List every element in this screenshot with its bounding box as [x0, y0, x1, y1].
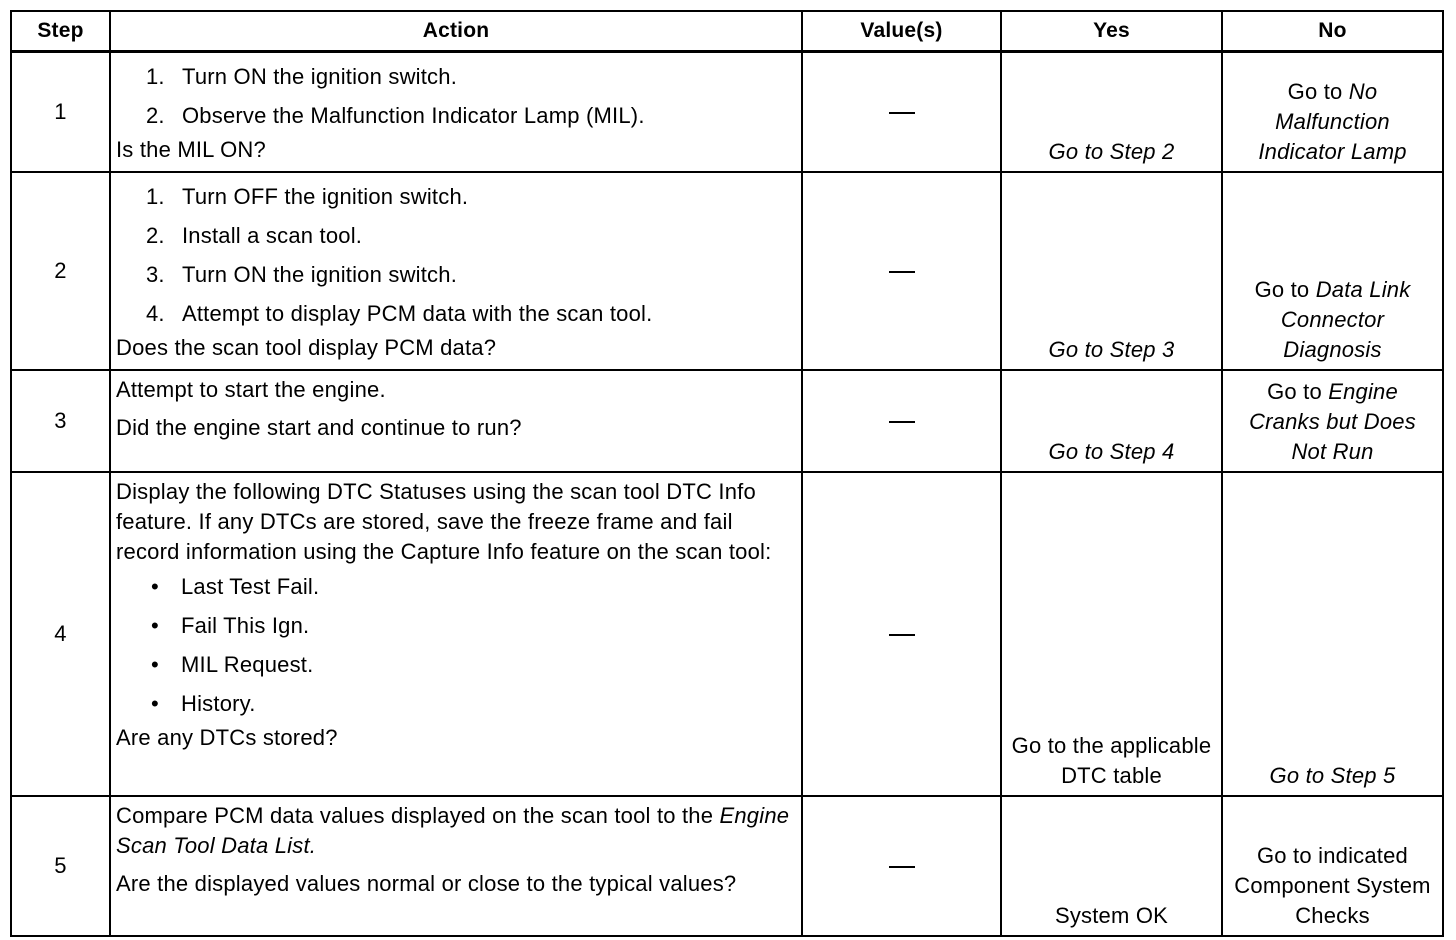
header-no: No — [1222, 11, 1443, 52]
bullet-item — [116, 684, 795, 723]
numbered-step — [116, 216, 795, 255]
no-link: Data Link Connector Diagnosis — [1280, 277, 1411, 362]
data-list-reference: Engine Scan Tool Data List. — [116, 803, 790, 858]
action-cell — [110, 172, 802, 370]
value-cell — [802, 370, 1001, 472]
step-index: 2. — [146, 222, 165, 248]
numbered-step — [116, 177, 795, 216]
action-text-prefix: Compare PCM data values displayed on the scan tool to the — [116, 803, 714, 828]
step-index: 2. — [146, 102, 165, 128]
header-action: Action — [110, 11, 802, 52]
no-cell — [1222, 172, 1443, 370]
table-row — [11, 472, 1443, 796]
bullet-item — [116, 606, 795, 645]
bullet-text: Last Test Fail. — [181, 573, 320, 599]
diagnostic-table — [10, 10, 1444, 937]
step-index: 4. — [146, 300, 165, 326]
value-cell — [802, 172, 1001, 370]
step-text: Attempt to display PCM data with the scan tool. — [182, 300, 653, 326]
bullet-dot: • — [151, 573, 159, 599]
em-dash — [889, 112, 915, 114]
step-index: 1. — [146, 183, 165, 209]
step-index: 1. — [146, 63, 165, 89]
table-row — [11, 796, 1443, 936]
action-cell — [110, 370, 802, 472]
bullet-text: Fail This Ign. — [181, 612, 310, 638]
numbered-step — [116, 57, 795, 96]
step-text: Install a scan tool. — [182, 222, 363, 248]
step-index: 3. — [146, 261, 165, 287]
no-cell: Go to indicated Component System Checks — [1222, 796, 1443, 936]
step-text: Turn ON the ignition switch. — [182, 261, 458, 287]
header-step: Step — [11, 11, 110, 52]
bullet-dot: • — [151, 690, 159, 716]
em-dash — [889, 271, 915, 273]
step-number: 1 — [11, 52, 110, 173]
no-prefix: Go to — [1254, 277, 1310, 302]
question-text: Did the engine start and continue to run? — [116, 415, 522, 440]
step-number: 4 — [11, 472, 110, 796]
table-row — [11, 52, 1443, 173]
no-prefix: Go to — [1267, 379, 1322, 404]
no-cell — [1222, 52, 1443, 173]
em-dash — [889, 421, 915, 423]
value-cell — [802, 472, 1001, 796]
yes-cell: Go to Step 3 — [1001, 172, 1222, 370]
bullet-item — [116, 645, 795, 684]
question-text: Are the displayed values normal or close to the typical values? — [116, 871, 737, 896]
no-link: No Malfunction Indicator Lamp — [1258, 79, 1407, 164]
table-row — [11, 370, 1443, 472]
numbered-step — [116, 96, 795, 135]
header-values: Value(s) — [802, 11, 1001, 52]
no-cell — [1222, 370, 1443, 472]
numbered-step — [116, 294, 795, 333]
step-text: Turn ON the ignition switch. — [182, 63, 458, 89]
action-text: Attempt to start the engine. — [116, 377, 386, 402]
action-cell — [110, 796, 802, 936]
no-link: Engine Cranks but Does Not Run — [1249, 379, 1416, 464]
no-prefix: Go to — [1287, 79, 1343, 104]
value-cell — [802, 52, 1001, 173]
bullet-text: History. — [181, 690, 256, 716]
header-row — [11, 11, 1443, 52]
step-number: 5 — [11, 796, 110, 936]
question-text: Is the MIL ON? — [116, 137, 266, 162]
action-text — [116, 801, 795, 861]
step-text: Turn OFF the ignition switch. — [182, 183, 469, 209]
step-text: Observe the Malfunction Indicator Lamp (MIL). — [182, 102, 645, 128]
action-cell — [110, 52, 802, 173]
action-cell — [110, 472, 802, 796]
bullet-item — [116, 567, 795, 606]
yes-cell: System OK — [1001, 796, 1222, 936]
header-yes: Yes — [1001, 11, 1222, 52]
bullet-text: MIL Request. — [181, 651, 314, 677]
action-text: Display the following DTC Statuses using the scan tool DTC Info feature. If any DTCs are stored, save the freeze frame and fail record information using the Capture Info feature on the scan tool: — [116, 479, 772, 564]
em-dash — [889, 866, 915, 868]
bullet-dot: • — [151, 612, 159, 638]
no-cell: Go to Step 5 — [1222, 472, 1443, 796]
question-text: Does the scan tool display PCM data? — [116, 335, 497, 360]
question-text: Are any DTCs stored? — [116, 725, 338, 750]
bullet-dot: • — [151, 651, 159, 677]
table-row — [11, 172, 1443, 370]
numbered-step — [116, 255, 795, 294]
step-number: 2 — [11, 172, 110, 370]
value-cell — [802, 796, 1001, 936]
yes-cell: Go to the applicable DTC table — [1001, 472, 1222, 796]
step-number: 3 — [11, 370, 110, 472]
em-dash — [889, 634, 915, 636]
yes-cell: Go to Step 2 — [1001, 52, 1222, 173]
yes-cell: Go to Step 4 — [1001, 370, 1222, 472]
